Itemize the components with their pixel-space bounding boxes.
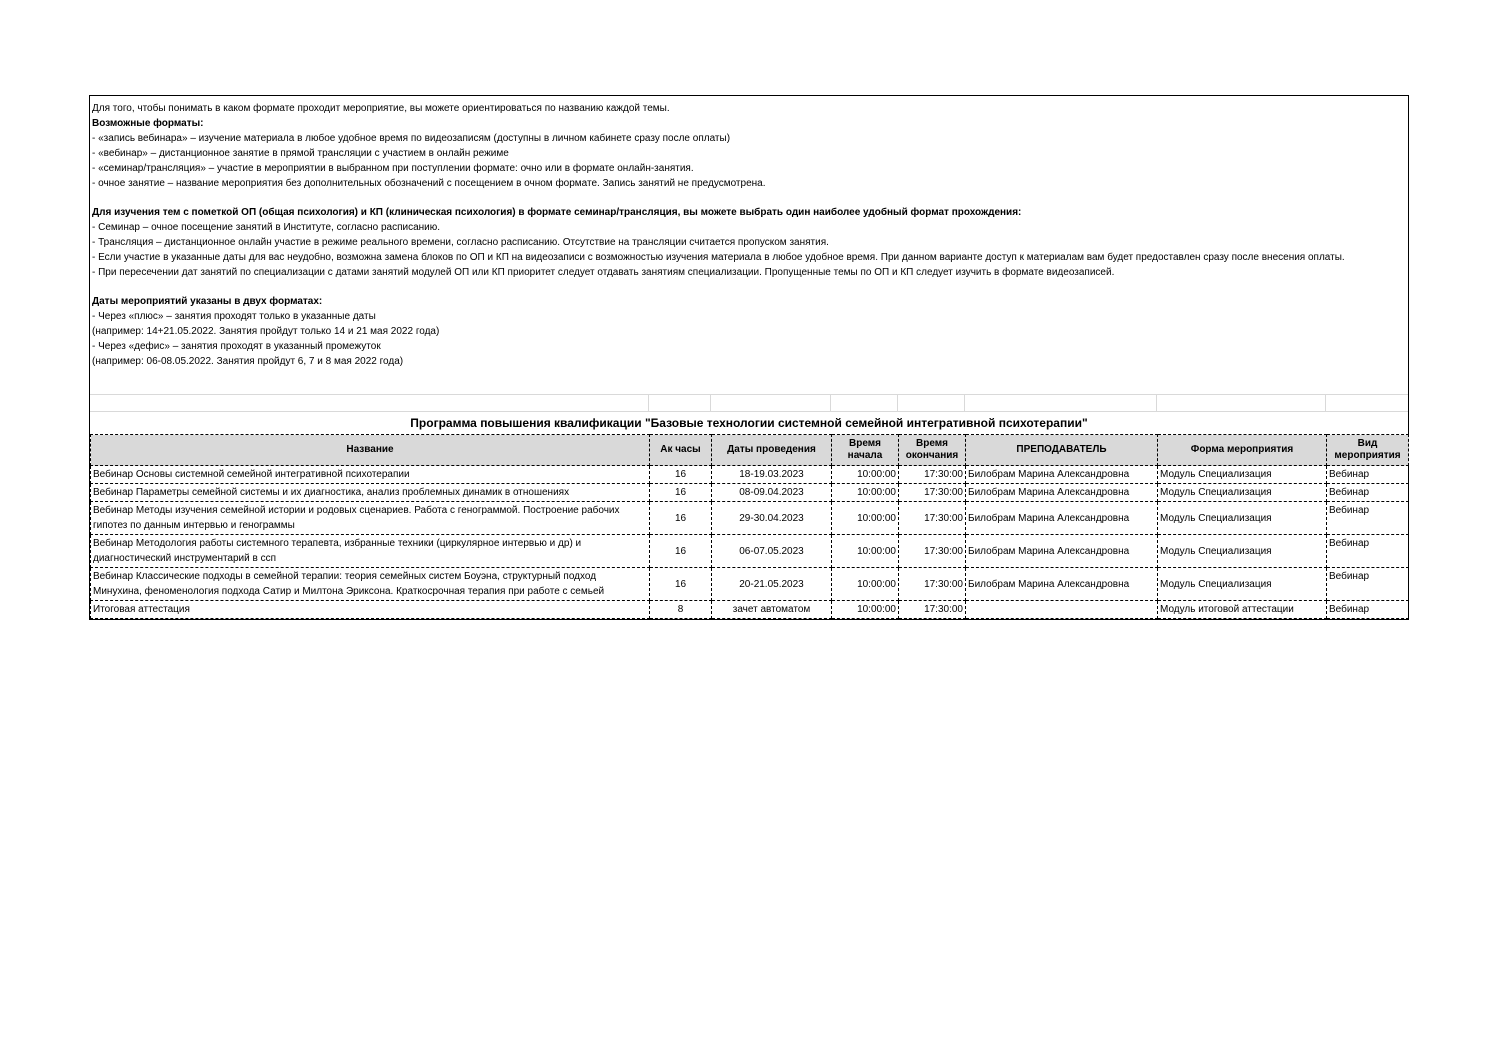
cell-hours: 16	[650, 535, 712, 568]
cell-hours: 16	[650, 568, 712, 601]
cell-hours: 8	[650, 601, 712, 619]
cell-teacher: Билобрам Марина Александровна	[966, 466, 1158, 484]
header-name: Название	[91, 435, 650, 466]
cell-end: 17:30:00	[899, 601, 966, 619]
cell-hours: 16	[650, 502, 712, 535]
cell-form: Модуль итоговой аттестации	[1158, 601, 1327, 619]
cell-form: Модуль Специализация	[1158, 535, 1327, 568]
dates-item: (например: 14+21.05.2022. Занятия пройдут только 14 и 21 мая 2022 года)	[92, 326, 440, 337]
cell-start: 10:00:00	[832, 502, 899, 535]
cell-dates: 20-21.05.2023	[712, 568, 832, 601]
dates-item: - Через «дефис» – занятия проходят в указанный промежуток	[92, 341, 381, 352]
cell-name: Вебинар Методология работы системного терапевта, избранные техники (циркулярное интервью и др) и диагностический инструментарий в ссп	[91, 535, 650, 568]
cell-end: 17:30:00	[899, 502, 966, 535]
cell-end: 17:30:00	[899, 484, 966, 502]
table-row	[91, 535, 1409, 568]
cell-type: Вебинар	[1327, 484, 1409, 502]
op-item: - Если участие в указанные даты для вас неудобно, возможна замена блоков по ОП и КП на видеозаписи с возможностью изучения материала в любое удобное время. При данном варианте доступ к материалам вам будет предоставлен сразу после внесения оплаты.	[92, 252, 1345, 263]
cell-dates: 18-19.03.2023	[712, 466, 832, 484]
format-item: - «семинар/трансляция» – участие в мероприятии в выбранном при поступлении формате: очно или в формате онлайн-занятия.	[92, 163, 694, 174]
cell-teacher	[966, 601, 1158, 619]
cell-start: 10:00:00	[832, 568, 899, 601]
notes-block	[90, 96, 1408, 394]
format-item: - очное занятие – название мероприятия без дополнительных обозначений с посещением в очном формате. Запись занятий не предусмотрена.	[92, 178, 766, 189]
schedule-table	[90, 434, 1409, 619]
cell-name: Вебинар Классические подходы в семейной терапии: теория семейных систем Боуэна, структурный подход Минухина, феноменология подхода Сатир и Милтона Эриксона. Краткосрочная терапия при работе с семьей	[91, 568, 650, 601]
formats-title: Возможные форматы:	[92, 118, 204, 129]
cell-teacher: Билобрам Марина Александровна	[966, 535, 1158, 568]
table-row	[91, 484, 1409, 502]
format-item: - «запись вебинара» – изучение материала в любое удобное время по видеозаписям (доступны в личном кабинете сразу после оплаты)	[92, 133, 731, 144]
dates-item: (например: 06-08.05.2022. Занятия пройдут 6, 7 и 8 мая 2022 года)	[92, 356, 404, 367]
cell-name: Вебинар Методы изучения семейной истории и родовых сценариев. Работа с генограммой. Построение рабочих гипотез по данным интервью и генограммы	[91, 502, 650, 535]
cell-type: Вебинар	[1327, 535, 1409, 568]
cell-hours: 16	[650, 484, 712, 502]
cell-end: 17:30:00	[899, 535, 966, 568]
cell-type: Вебинар	[1327, 502, 1409, 535]
notes-intro: Для того, чтобы понимать в каком формате проходит мероприятие, вы можете ориентироваться по названию каждой темы.	[92, 103, 670, 114]
cell-form: Модуль Специализация	[1158, 466, 1327, 484]
header-dates: Даты проведения	[712, 435, 832, 466]
cell-type: Вебинар	[1327, 568, 1409, 601]
cell-type: Вебинар	[1327, 466, 1409, 484]
dates-item: - Через «плюс» – занятия проходят только в указанные даты	[92, 311, 376, 322]
table-row	[91, 568, 1409, 601]
schedule-sheet	[89, 95, 1409, 620]
cell-dates: зачет автоматом	[712, 601, 832, 619]
table-header-row	[91, 435, 1409, 466]
cell-start: 10:00:00	[832, 601, 899, 619]
op-item: - Трансляция – дистанционное онлайн участие в режиме реального времени, согласно расписанию. Отсутствие на трансляции считается пропуском занятия.	[92, 237, 829, 248]
header-start: Время начала	[832, 435, 899, 466]
cell-teacher: Билобрам Марина Александровна	[966, 484, 1158, 502]
op-title: Для изучения тем с пометкой ОП (общая психология) и КП (клиническая психология) в формате семинар/трансляция, вы можете выбрать один наиболее удобный формат прохождения:	[92, 207, 1022, 218]
cell-name: Вебинар Параметры семейной системы и их диагностика, анализ проблемных динамик в отношениях	[91, 484, 650, 502]
dates-title: Даты мероприятий указаны в двух форматах:	[92, 296, 323, 307]
cell-start: 10:00:00	[832, 535, 899, 568]
cell-start: 10:00:00	[832, 466, 899, 484]
cell-dates: 06-07.05.2023	[712, 535, 832, 568]
cell-form: Модуль Специализация	[1158, 502, 1327, 535]
header-end: Время окончания	[899, 435, 966, 466]
cell-form: Модуль Специализация	[1158, 568, 1327, 601]
program-title: Программа повышения квалификации "Базовые технологии системной семейной интегративной психотерапии"	[90, 411, 1408, 434]
cell-name: Итоговая аттестация	[91, 601, 650, 619]
header-type: Вид мероприятия	[1327, 435, 1409, 466]
op-item: - Семинар – очное посещение занятий в Институте, согласно расписанию.	[92, 222, 441, 233]
table-row	[91, 601, 1409, 619]
cell-dates: 29-30.04.2023	[712, 502, 832, 535]
cell-hours: 16	[650, 466, 712, 484]
empty-row	[90, 394, 1408, 411]
header-teacher: ПРЕПОДАВАТЕЛЬ	[966, 435, 1158, 466]
cell-teacher: Билобрам Марина Александровна	[966, 502, 1158, 535]
header-hours: Ак часы	[650, 435, 712, 466]
cell-name: Вебинар Основы системной семейной интегративной психотерапии	[91, 466, 650, 484]
header-form: Форма мероприятия	[1158, 435, 1327, 466]
op-item: - При пересечении дат занятий по специализации с датами занятий модулей ОП или КП приоритет следует отдавать занятиям специализации. Пропущенные темы по ОП и КП следует изучить в формате видеозаписей.	[92, 267, 1115, 278]
cell-type: Вебинар	[1327, 601, 1409, 619]
cell-dates: 08-09.04.2023	[712, 484, 832, 502]
format-item: - «вебинар» – дистанционное занятие в прямой трансляции с участием в онлайн режиме	[92, 148, 509, 159]
cell-end: 17:30:00	[899, 568, 966, 601]
table-row	[91, 502, 1409, 535]
cell-end: 17:30:00	[899, 466, 966, 484]
cell-teacher: Билобрам Марина Александровна	[966, 568, 1158, 601]
table-row	[91, 466, 1409, 484]
cell-form: Модуль Специализация	[1158, 484, 1327, 502]
cell-start: 10:00:00	[832, 484, 899, 502]
